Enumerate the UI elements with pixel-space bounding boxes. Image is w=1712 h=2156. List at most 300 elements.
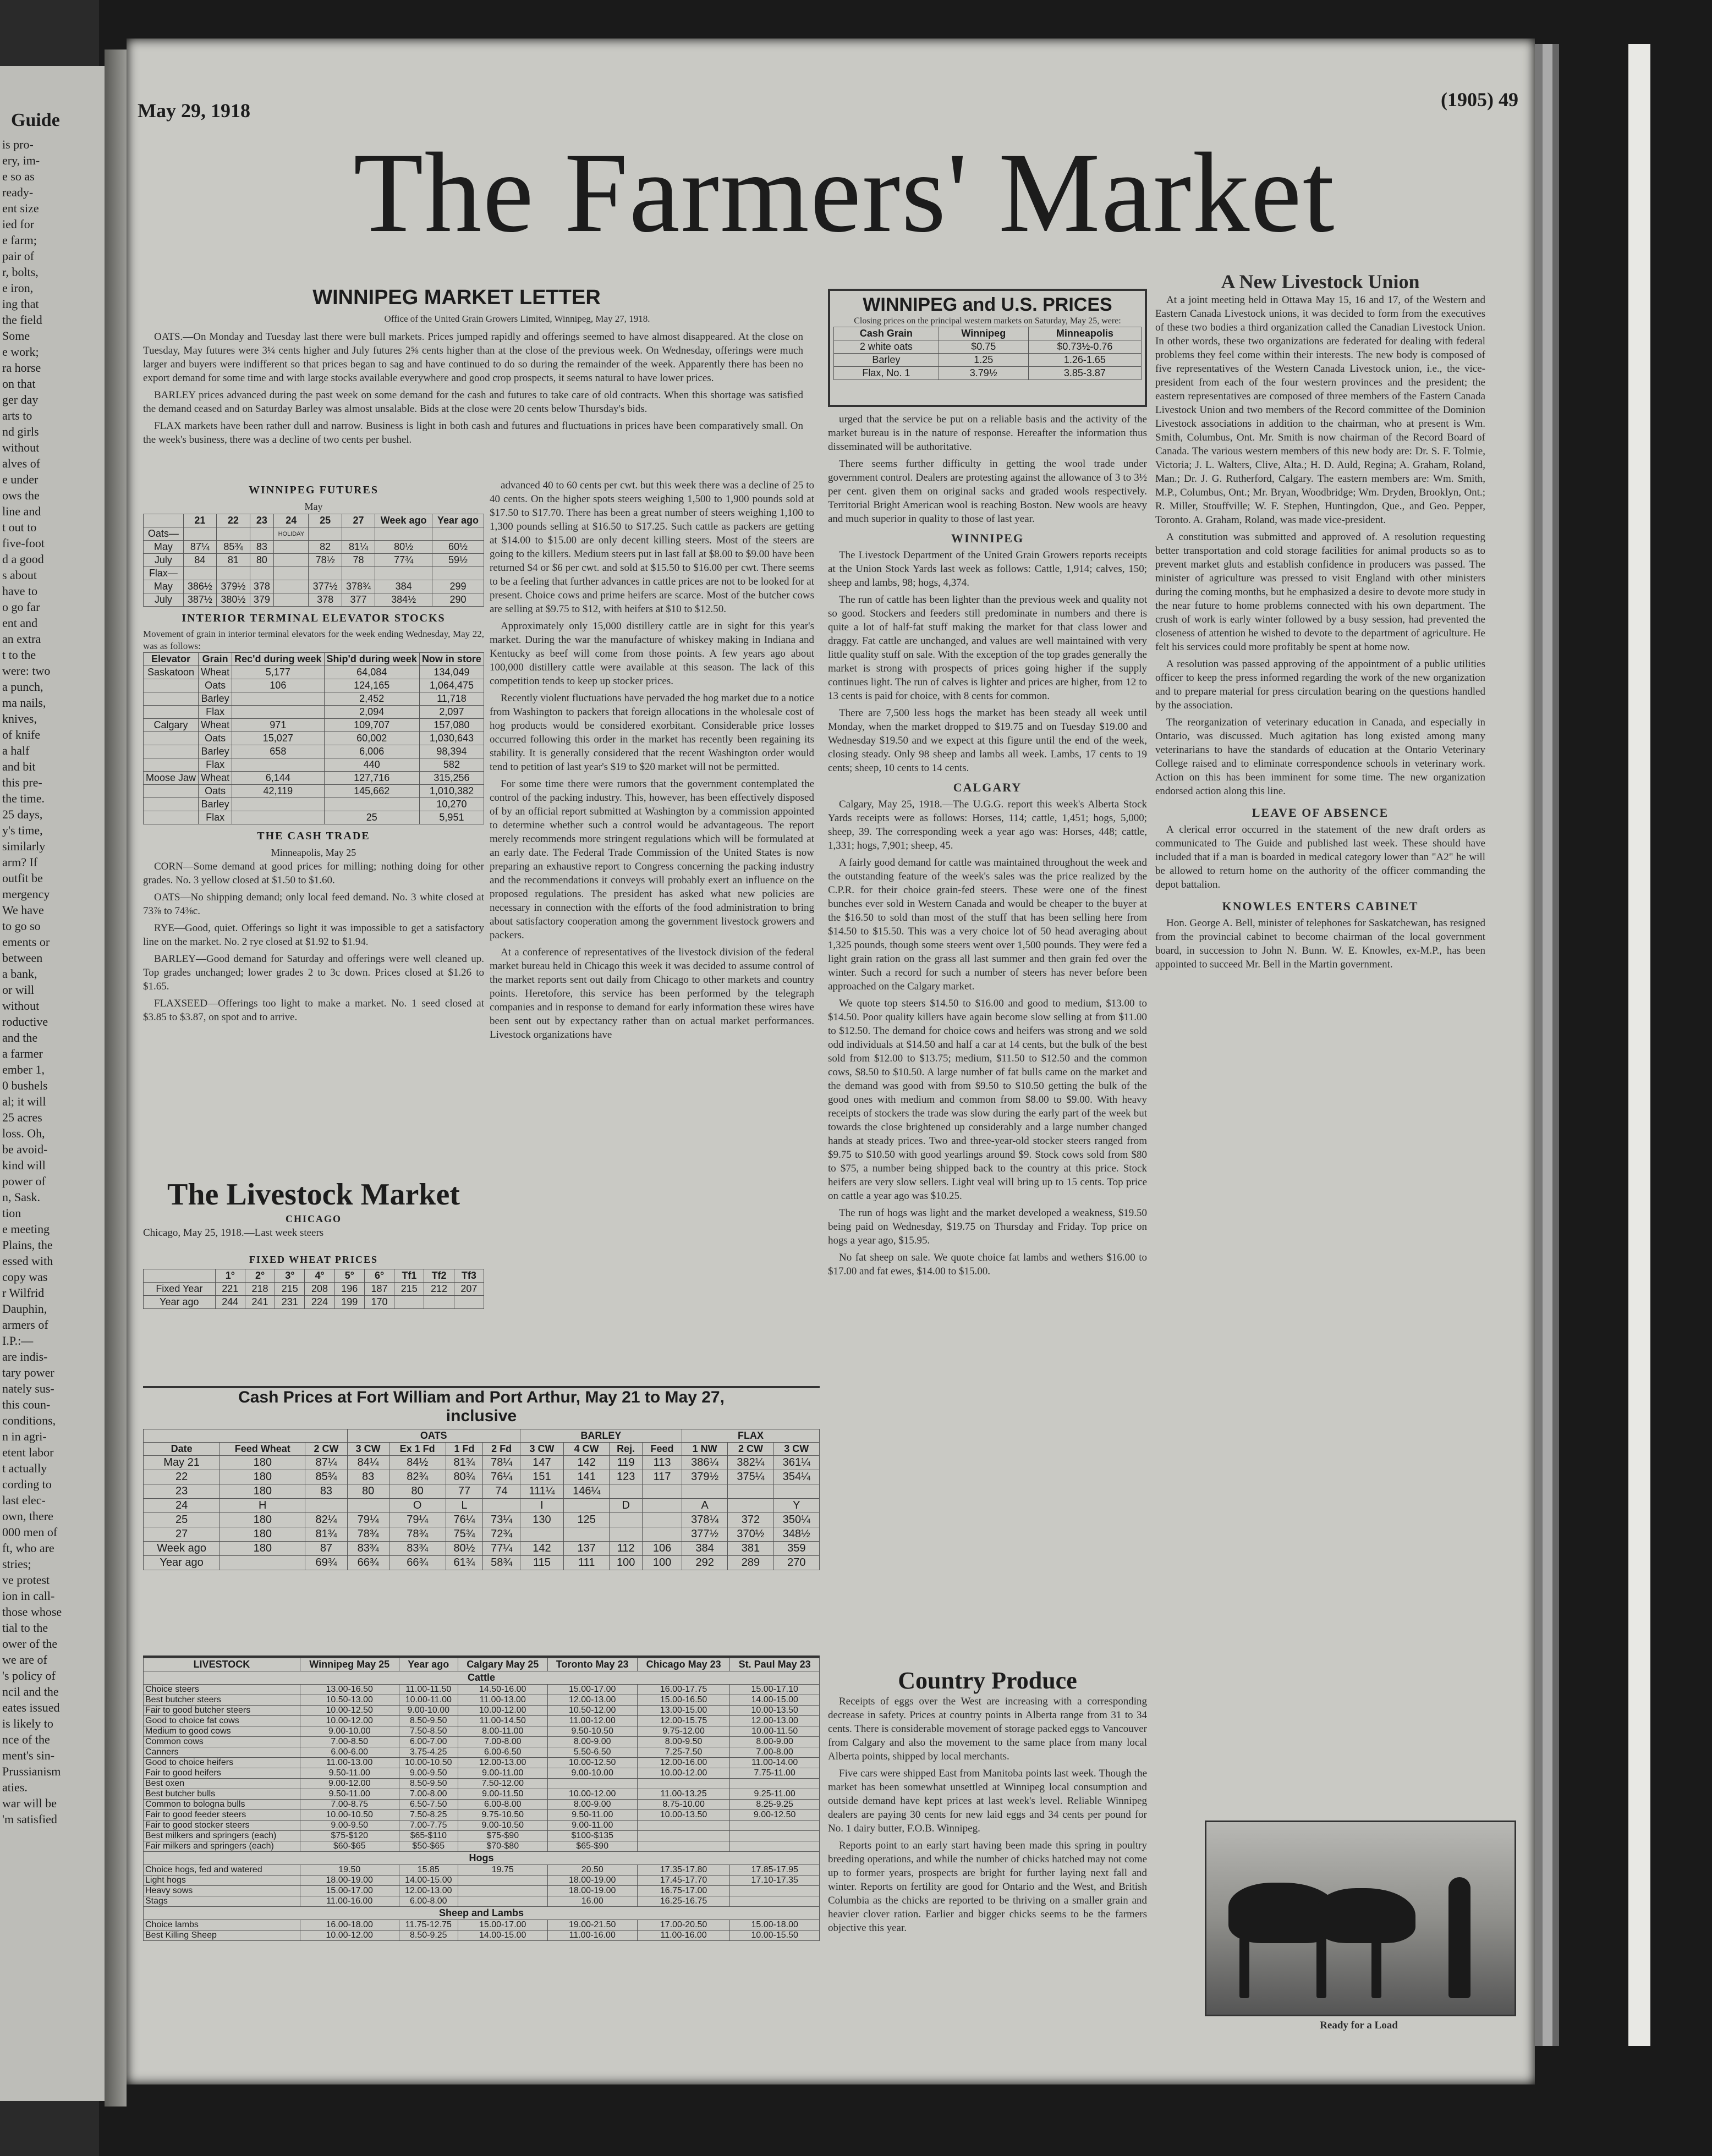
elevator-cell bbox=[144, 785, 199, 798]
livestock-cell: Common cows bbox=[144, 1737, 300, 1747]
elevator-row bbox=[144, 719, 484, 732]
elevator-cell bbox=[144, 692, 199, 706]
cash-prices-header: 2 Fd bbox=[483, 1443, 520, 1456]
fixed-wheat-cell: 170 bbox=[364, 1296, 394, 1309]
winnipeg-heading: WINNIPEG bbox=[951, 531, 1024, 545]
cash-prices-cell: 83¾ bbox=[347, 1542, 389, 1556]
livestock-cell bbox=[458, 1896, 547, 1907]
elevator-cell: 15,027 bbox=[232, 732, 324, 745]
livestock-cell: 15.00-17.00 bbox=[547, 1685, 637, 1695]
livestock-header: Calgary May 25 bbox=[458, 1658, 547, 1671]
market-letter-para-2: FLAX markets have been rather dull and narrow. Business is light in both cash and futures and fluctuations in prices have been comparatively small. On the week's business, there was a decline of two cents per bushel. bbox=[143, 420, 803, 446]
elevator-row bbox=[144, 785, 484, 798]
livestock-cell: 10.00-12.00 bbox=[300, 1716, 399, 1726]
futures-header bbox=[144, 514, 184, 527]
livestock-cell bbox=[637, 1779, 729, 1789]
cash-prices-cell: 80½ bbox=[446, 1542, 483, 1556]
livestock-cell: 17.45-17.70 bbox=[637, 1876, 729, 1886]
livestock-cell: 14.00-15.00 bbox=[458, 1931, 547, 1941]
left-page-line: Some bbox=[2, 329, 30, 343]
left-page-line: and bit bbox=[2, 760, 36, 773]
left-page-line: arm? If bbox=[2, 855, 38, 869]
elevator-cell: 2,452 bbox=[324, 692, 419, 706]
elevator-cell: Oats bbox=[199, 732, 232, 745]
futures-cell: 87¼ bbox=[183, 541, 216, 554]
futures-cell bbox=[342, 527, 375, 541]
cash-prices-cell: D bbox=[610, 1499, 643, 1513]
left-page-line: e so as bbox=[2, 169, 35, 183]
cash-prices-cell bbox=[728, 1499, 773, 1513]
futures-cell bbox=[432, 527, 484, 541]
cash-prices-header: 4 CW bbox=[564, 1443, 610, 1456]
livestock-cell: 9.00-10.00 bbox=[399, 1706, 458, 1716]
cash-prices-cell: 76¼ bbox=[483, 1470, 520, 1484]
cash-prices-cell bbox=[682, 1484, 728, 1499]
cash-prices-cell: 151 bbox=[520, 1470, 563, 1484]
fixed-wheat-header: Tf2 bbox=[424, 1269, 454, 1283]
livestock-cell: 9.00-9.50 bbox=[399, 1768, 458, 1779]
cash-prices-cell: 84½ bbox=[389, 1456, 446, 1470]
futures-header: Year ago bbox=[432, 514, 484, 527]
futures-cell: 81 bbox=[217, 554, 250, 567]
us-prices-cell: 2 white oats bbox=[834, 340, 939, 354]
elevator-title: INTERIOR TERMINAL ELEVATOR STOCKS bbox=[182, 612, 446, 624]
livestock-cell: 10.00-11.50 bbox=[730, 1726, 820, 1737]
livestock-cell: 10.00-12.00 bbox=[458, 1706, 547, 1716]
fixed-wheat-cell: 231 bbox=[275, 1296, 305, 1309]
elevator-cell: 42,119 bbox=[232, 785, 324, 798]
col3-top-para-0: urged that the service be put on a reliable basis and the activity of the market bureau is in the nature of response. Hereafter the information thus disseminated will be authoritative. bbox=[828, 414, 1147, 453]
livestock-cell: 7.00-8.00 bbox=[730, 1747, 820, 1758]
futures-cell: 386½ bbox=[183, 580, 216, 593]
futures-cell: 59½ bbox=[432, 554, 484, 567]
cash-prices-cell: 289 bbox=[728, 1556, 773, 1570]
livestock-cell: 18.00-19.00 bbox=[300, 1876, 399, 1886]
livestock-cell: $65-$90 bbox=[547, 1841, 637, 1852]
futures-row bbox=[144, 580, 484, 593]
livestock-cell: 6.00-6.50 bbox=[458, 1747, 547, 1758]
elevator-cell: 11,718 bbox=[419, 692, 484, 706]
cash-prices-table bbox=[143, 1429, 820, 1570]
livestock-cell: 7.00-8.00 bbox=[458, 1737, 547, 1747]
left-page-line: pair of bbox=[2, 249, 35, 263]
livestock-cell: 17.85-17.95 bbox=[730, 1865, 820, 1876]
elevator-cell: Moose Jaw bbox=[144, 772, 199, 785]
livestock-cell: 8.00-9.00 bbox=[730, 1737, 820, 1747]
elevator-cell bbox=[144, 706, 199, 719]
cash-prices-cell: 115 bbox=[520, 1556, 563, 1570]
futures-cell bbox=[217, 527, 250, 541]
left-page-line: this pre- bbox=[2, 776, 42, 789]
cash-prices-cell: 23 bbox=[144, 1484, 220, 1499]
livestock-cell: 10.00-15.50 bbox=[730, 1931, 820, 1941]
left-page-header: Guide bbox=[11, 110, 60, 130]
livestock-row bbox=[144, 1886, 820, 1896]
page-number: (1905) 49 bbox=[1441, 89, 1518, 111]
cash-prices-cell: 79¼ bbox=[389, 1513, 446, 1527]
livestock-cell: 9.50-11.00 bbox=[300, 1768, 399, 1779]
elevator-cell: 64,084 bbox=[324, 666, 419, 679]
us-prices-cell: 1.25 bbox=[939, 354, 1028, 367]
futures-cell: 299 bbox=[432, 580, 484, 593]
elevator-cell: 124,165 bbox=[324, 679, 419, 692]
livestock-header: St. Paul May 23 bbox=[730, 1658, 820, 1671]
union-title: A New Livestock Union bbox=[1221, 275, 1420, 293]
left-page-line: to go so bbox=[2, 919, 41, 933]
livestock-cell: $100-$135 bbox=[547, 1831, 637, 1841]
cash-prices-cell: 66¾ bbox=[347, 1556, 389, 1570]
elevator-cell: 582 bbox=[419, 758, 484, 772]
livestock-cell: $60-$65 bbox=[300, 1841, 399, 1852]
cash-prices-cell: 73¼ bbox=[483, 1513, 520, 1527]
elevator-cell: Barley bbox=[199, 798, 232, 811]
futures-cell bbox=[309, 567, 342, 580]
livestock-cell: 7.00-7.75 bbox=[399, 1821, 458, 1831]
livestock-cell: 9.00-10.00 bbox=[300, 1726, 399, 1737]
elevator-cell: Oats bbox=[199, 785, 232, 798]
calgary-para-2: We quote top steers $14.50 to $16.00 and good to medium, $13.00 to $14.50. Poor quality killers have again become slow selling at from $11.00 to $12.50. The demand for choice cows and heifers was strong and we sold odd individuals at $14.50 and half a car at 14 cents, but the bulk of the best sold from $12.00 to $13.75; medium, $11.50 to $12.50 and the common cows, $8.50 to $10.50. A large number of fat bulls came on the market and the demand was good with from $9.50 to $10.50 getting the bulk of the good ones with medium and common from $8.00 to $9.00. With heavy receipts of stockers the trade was slow during the early part of the week but towards the close brightened up considerably and a large number changed hands at steady prices. Two and three-year-old stocker steers ranged from $9.75 to $10.50 with good yearlings around $9. Stock cows sold from $80 to $75, a number being shipped back to the country at this price. Stock heifers are very slow sellers. Light veal will bring up to 15 cents. Top price on cattle a year ago was $10.25. bbox=[828, 998, 1147, 1202]
livestock-cell: $75-$90 bbox=[458, 1831, 547, 1841]
left-page-line: 25 days, bbox=[2, 807, 43, 821]
calgary-para-4: No fat sheep on sale. We quote choice fat lambs and wethers $16.00 to $17.00 and fat ewes, $14.00 to $15.00. bbox=[828, 1252, 1147, 1277]
cash-prices-header: Feed Wheat bbox=[220, 1443, 305, 1456]
livestock-cell: 8.50-9.25 bbox=[399, 1931, 458, 1941]
livestock-cell bbox=[458, 1876, 547, 1886]
livestock-cell: 9.00-11.00 bbox=[547, 1821, 637, 1831]
cash-prices-cell: 87 bbox=[305, 1542, 347, 1556]
cash-prices-cell bbox=[520, 1527, 563, 1542]
futures-cell: 379 bbox=[250, 593, 274, 607]
livestock-cell: 12.00-13.00 bbox=[547, 1695, 637, 1706]
left-page-line: ion in call- bbox=[2, 1589, 55, 1603]
cash-prices-cell: 141 bbox=[564, 1470, 610, 1484]
elevator-cell: 5,177 bbox=[232, 666, 324, 679]
livestock-cell: 10.00-11.00 bbox=[399, 1695, 458, 1706]
futures-cell: July bbox=[144, 554, 184, 567]
elevator-row bbox=[144, 706, 484, 719]
livestock-row bbox=[144, 1789, 820, 1800]
us-prices-box bbox=[828, 289, 1147, 407]
cash-prices-cell: 270 bbox=[773, 1556, 819, 1570]
livestock-para-0: advanced 40 to 60 cents per cwt. but this week there was a decline of 25 to 40 cents. On the higher spots steers weighing 1,500 to 1,900 pounds sold at $17.50 to $17.70. There has been a great number of steers weighing 1,100 to 1,300 pounds selling at $16.50 to $17.25. Such cattle as packers are getting at $14.00 to $15.00 are only decent killing steers. Most of the steers are going to the killers. Medium steers put in last fall at $8.00 to $9.00 have been returned $4 or $6 per cwt. and sold at $15.50 to $16.00 per cwt. There seems to be a feeling that further advances in cattle prices are not to be looked for at present. Choice cows and prime heifers are scarce. Most of the butcher cows are selling at $9.75 to $12, with heifers at $10 to $12.50. bbox=[490, 480, 814, 615]
market-letter-para-1: BARLEY prices advanced during the past week on some demand for the cash and futures to take care of old contracts. When this shortage was satisfied the demand ceased and on Saturday Barley was almost unsalable. Bids at the close were 20 cents below Thursday's bids. bbox=[143, 389, 803, 415]
cash-prices-row bbox=[144, 1513, 820, 1527]
cash-prices-cell: 81¾ bbox=[446, 1456, 483, 1470]
livestock-cell: 9.50-11.00 bbox=[547, 1810, 637, 1821]
left-page-line: of knife bbox=[2, 728, 41, 741]
livestock-cell: 15.00-16.50 bbox=[637, 1695, 729, 1706]
left-page-line: have to bbox=[2, 584, 38, 598]
left-page-line: own, there bbox=[2, 1509, 53, 1523]
cash-prices-cell: 72¾ bbox=[483, 1527, 520, 1542]
cash-prices-cell: H bbox=[220, 1499, 305, 1513]
fixed-wheat-cell bbox=[454, 1296, 484, 1309]
winnipeg-para-1: The run of cattle has been lighter than the previous week and quality not so good. Stockers and feeders still predominate in numbers and there is quite a lot of half-fat stuff making the market for that class lower and draggy. Fat cattle are unchanged, and values are well maintained with very little quality stuff on sale. With the exception of the top grades generally the market is strong with prospects of prices going higher if the supply continues light. The run of calves is lighter and prices are higher, from 12 to 13 cents is paid for choice, with 8 cents for common. bbox=[828, 594, 1147, 702]
livestock-cell: 7.50-8.25 bbox=[399, 1810, 458, 1821]
futures-cell: May bbox=[144, 580, 184, 593]
futures-cell: 384 bbox=[375, 580, 432, 593]
fixed-wheat-cell: 215 bbox=[275, 1283, 305, 1296]
left-page-line: Plains, the bbox=[2, 1238, 53, 1252]
cash-prices-cell: 69¾ bbox=[305, 1556, 347, 1570]
futures-cell: 85¾ bbox=[217, 541, 250, 554]
fixed-wheat-cell: 207 bbox=[454, 1283, 484, 1296]
fixed-wheat-cell: 224 bbox=[305, 1296, 334, 1309]
elevator-cell: Flax bbox=[199, 706, 232, 719]
cash-prices-cell bbox=[643, 1499, 682, 1513]
livestock-cell: 11.75-12.75 bbox=[399, 1920, 458, 1931]
futures-cell: 378 bbox=[250, 580, 274, 593]
cash-prices-cell bbox=[305, 1499, 347, 1513]
left-page-line: d a good bbox=[2, 552, 44, 566]
futures-row bbox=[144, 593, 484, 607]
livestock-cell bbox=[730, 1779, 820, 1789]
fixed-wheat-cell bbox=[424, 1296, 454, 1309]
market-letter-title: WINNIPEG MARKET LETTER bbox=[312, 286, 601, 309]
left-page-line: outfit be bbox=[2, 871, 43, 885]
futures-cell: 290 bbox=[432, 593, 484, 607]
cash-trade-body bbox=[143, 860, 484, 1024]
livestock-cell: 16.75-17.00 bbox=[637, 1886, 729, 1896]
market-letter-byline: Office of the United Grain Growers Limited, Winnipeg, May 27, 1918. bbox=[384, 314, 650, 324]
livestock-cell: 19.50 bbox=[300, 1865, 399, 1876]
cash-prices-cell: 119 bbox=[610, 1456, 643, 1470]
left-page-line: o go far bbox=[2, 600, 40, 614]
livestock-cell: 11.00-14.00 bbox=[730, 1758, 820, 1768]
futures-cell: 83 bbox=[250, 541, 274, 554]
livestock-table bbox=[143, 1658, 820, 1941]
livestock-row bbox=[144, 1706, 820, 1716]
livestock-cell: 7.75-11.00 bbox=[730, 1768, 820, 1779]
elevator-cell bbox=[232, 798, 324, 811]
cash-prices-cell: 76¼ bbox=[446, 1513, 483, 1527]
elevator-cell bbox=[232, 692, 324, 706]
livestock-para-2: Recently violent fluctuations have pervaded the hog market due to a notice from Washington to packers that foreign allocations in the wholesale cost of hog products would be considered exorbitant. Considerable price losses occurred following this order in the market has recently been regaining its stability. It is generally considered that the recent Washington order would tend to petition of last year's $19 to $20 market will not be permitted. bbox=[490, 692, 814, 773]
futures-cell bbox=[274, 567, 309, 580]
futures-row bbox=[144, 527, 484, 541]
left-page-line: 25 acres bbox=[2, 1110, 42, 1124]
cash-prices-cell: 384 bbox=[682, 1542, 728, 1556]
livestock-row bbox=[144, 1779, 820, 1789]
cash-prices-cell: 25 bbox=[144, 1513, 220, 1527]
livestock-header: Chicago May 23 bbox=[637, 1658, 729, 1671]
cash-prices-cell: 77¼ bbox=[483, 1542, 520, 1556]
futures-cell bbox=[250, 567, 274, 580]
futures-cell bbox=[250, 527, 274, 541]
left-page-line: ing that bbox=[2, 297, 39, 311]
fixed-wheat-cell: Fixed Year bbox=[144, 1283, 216, 1296]
livestock-cell: Fair to good butcher steers bbox=[144, 1706, 300, 1716]
left-page-line: conditions, bbox=[2, 1414, 56, 1427]
livestock-cell: Light hogs bbox=[144, 1876, 300, 1886]
cash-prices-cell: 377½ bbox=[682, 1527, 728, 1542]
left-page-line: without bbox=[2, 441, 40, 454]
futures-row bbox=[144, 554, 484, 567]
cash-prices-cell: 78¾ bbox=[389, 1527, 446, 1542]
left-page-line: is likely to bbox=[2, 1717, 53, 1730]
page-edge bbox=[1535, 44, 1543, 2046]
cash-prices-cell: 379½ bbox=[682, 1470, 728, 1484]
left-page-line: ve protest bbox=[2, 1573, 50, 1587]
elevator-row bbox=[144, 758, 484, 772]
cash-prices-cell: 83 bbox=[305, 1484, 347, 1499]
livestock-cell: 6.00-8.00 bbox=[458, 1800, 547, 1810]
futures-cell bbox=[274, 593, 309, 607]
cash-prices-cell: 82¼ bbox=[305, 1513, 347, 1527]
us-prices-header: Minneapolis bbox=[1028, 327, 1141, 340]
left-page-line: s about bbox=[2, 568, 37, 582]
knowles-title: KNOWLES ENTERS CABINET bbox=[1222, 899, 1419, 913]
union-para-3: The reorganization of veterinary education in Canada, and especially in Ontario, was discussed. Much agitation has long existed among many veterinarians to have the standards of education at the Ontario Veterinary College raised and to eliminate correspondence schools in veterinary work. Action on this has been imminent for some time. The new organization endorsed action along this line. bbox=[1155, 717, 1485, 797]
livestock-cell: 7.25-7.50 bbox=[637, 1747, 729, 1758]
livestock-header: Year ago bbox=[399, 1658, 458, 1671]
cash-prices-row bbox=[144, 1556, 820, 1570]
cash-prices-cell: 61¾ bbox=[446, 1556, 483, 1570]
cash-prices-header: Date bbox=[144, 1443, 220, 1456]
livestock-cell bbox=[730, 1821, 820, 1831]
elevator-cell: 10,270 bbox=[419, 798, 484, 811]
livestock-cell: Best butcher steers bbox=[144, 1695, 300, 1706]
elevator-row bbox=[144, 732, 484, 745]
cash-prices-cell: L bbox=[446, 1499, 483, 1513]
futures-table bbox=[143, 514, 484, 607]
livestock-dateline: Chicago, May 25, 1918.—Last week steers bbox=[143, 1227, 324, 1239]
fixed-wheat-header: 1° bbox=[215, 1269, 245, 1283]
elevator-cell bbox=[144, 758, 199, 772]
fixed-wheat-cell: 208 bbox=[305, 1283, 334, 1296]
left-page-line: nd girls bbox=[2, 425, 39, 438]
elevator-cell: Oats bbox=[199, 679, 232, 692]
futures-month: May bbox=[304, 501, 323, 512]
left-page-line: Dauphin, bbox=[2, 1302, 47, 1316]
livestock-cell: Common to bologna bulls bbox=[144, 1800, 300, 1810]
livestock-cell: 10.00-12.00 bbox=[637, 1768, 729, 1779]
elevator-header: Grain bbox=[199, 653, 232, 666]
cash-prices-cell: 83¾ bbox=[389, 1542, 446, 1556]
livestock-cell bbox=[637, 1841, 729, 1852]
livestock-cell: 8.50-9.50 bbox=[399, 1716, 458, 1726]
cash-prices-cell: A bbox=[682, 1499, 728, 1513]
left-page-line: last elec- bbox=[2, 1493, 46, 1507]
left-page-line: tion bbox=[2, 1206, 21, 1220]
left-page-line: without bbox=[2, 999, 40, 1013]
elevator-cell: 2,094 bbox=[324, 706, 419, 719]
cash-trade-title: THE CASH TRADE bbox=[257, 830, 370, 842]
livestock-cell: Fair to good feeder steers bbox=[144, 1810, 300, 1821]
futures-cell bbox=[375, 567, 432, 580]
cash-trade-para-0: CORN—Some demand at good prices for milling; nothing doing for other grades. No. 3 yellow closed at $1.50 to $1.60. bbox=[143, 861, 484, 886]
futures-cell: 82 bbox=[309, 541, 342, 554]
cash-prices-header: 3 CW bbox=[773, 1443, 819, 1456]
livestock-cell: 9.00-12.00 bbox=[300, 1779, 399, 1789]
livestock-cell bbox=[730, 1831, 820, 1841]
livestock-cell: Best butcher bulls bbox=[144, 1789, 300, 1800]
livestock-cell: 9.00-11.50 bbox=[458, 1789, 547, 1800]
cash-trade-para-4: FLAXSEED—Offerings too light to make a market. No. 1 seed closed at $3.85 to $3.87, on spot and to arrive. bbox=[143, 998, 484, 1023]
elevator-cell: 315,256 bbox=[419, 772, 484, 785]
horses-photo bbox=[1205, 1821, 1516, 2016]
elevator-cell: 1,030,643 bbox=[419, 732, 484, 745]
cash-prices-cell: 82¾ bbox=[389, 1470, 446, 1484]
cash-prices-cell bbox=[728, 1484, 773, 1499]
cash-prices-cell: 27 bbox=[144, 1527, 220, 1542]
futures-cell bbox=[432, 567, 484, 580]
livestock-cell: 20.50 bbox=[547, 1865, 637, 1876]
livestock-cell: 18.00-19.00 bbox=[547, 1886, 637, 1896]
country-produce-body bbox=[828, 1695, 1147, 1935]
livestock-cell: Choice steers bbox=[144, 1685, 300, 1695]
livestock-cell: 14.50-16.00 bbox=[458, 1685, 547, 1695]
elevator-cell bbox=[232, 811, 324, 824]
livestock-section: Hogs bbox=[144, 1852, 820, 1865]
cash-prices-cell bbox=[610, 1527, 643, 1542]
elevator-cell: 5,951 bbox=[419, 811, 484, 824]
elevator-cell bbox=[232, 706, 324, 719]
futures-cell: Flax— bbox=[144, 567, 184, 580]
cash-prices-cell: 24 bbox=[144, 1499, 220, 1513]
cash-prices-cell: 361¼ bbox=[773, 1456, 819, 1470]
futures-cell bbox=[274, 580, 309, 593]
elevator-cell: Barley bbox=[199, 745, 232, 758]
livestock-cell: 19.00-21.50 bbox=[547, 1920, 637, 1931]
livestock-cell: 10.00-12.50 bbox=[547, 1758, 637, 1768]
left-page-line: e under bbox=[2, 472, 39, 486]
livestock-cell: 10.00-12.00 bbox=[547, 1789, 637, 1800]
left-page-line: a farmer bbox=[2, 1047, 43, 1060]
country-produce-title: Country Produce bbox=[898, 1667, 1077, 1694]
futures-cell: 384½ bbox=[375, 593, 432, 607]
union-para-0: At a joint meeting held in Ottawa May 15, 16 and 17, of the Western and Eastern Canada Livestock unions, it was decided to form from the executives of these two bodies a third organization called the Canadian Livestock Union. In other words, these two organizations are federated for dealing with federal problems they feel come within their interests. The new body is composed of five representatives of the Western Canada Livestock union, i.e., the vice-president from each of the four western provinces and the president; the eastern representatives are composed of three members of the Eastern Canada Livestock Union and two members of the Record committee of the Dominion Livestock associations in addition to the chairman, who at present is Wm. Smith, Columbus, Ont. Mr. Smith is now chairman of the Record Board of Canada. The various western members of this new body are: Dr. S. F. Tolmie, Victoria; J. L. Walters, Clive, Alta.; H. D. Auld, Regina; A. Graham, Roland, Man.; Dr. J. G. Rutherford, Calgary. The eastern members are: Wm. Smith, M.P., Columbus, Ont.; Mr. Bryan, Woodbridge; Wm. Dryden, Brooklyn, Ont.; R. Miller, Stouffville; W. F. Stephen, Huntingdon, Que., and Geo. Pepper, Toronto. A. Graham, Roland, was made vice-president. bbox=[1155, 294, 1485, 526]
left-page-line: a bank, bbox=[2, 967, 37, 981]
livestock-cell: 9.00-10.00 bbox=[547, 1768, 637, 1779]
calgary-para-3: The run of hogs was light and the market developed a weakness, $19.50 being paid on Wednesday, $19.75 on Thursday and Friday. Top price on hogs a year ago, $15.95. bbox=[828, 1207, 1147, 1246]
livestock-cell: 14.00-15.00 bbox=[399, 1876, 458, 1886]
country-produce-para-2: Reports point to an early start having been made this spring in poultry breeding operations, and while the number of chicks hatched may not come up to former years, prospects are bright for further laying next fall and winter. Reports on fertility are good for Ontario and the West, and British Columbia as the chicks are reported to be thriving on a smaller grain and heavier clover ration. Earlier and bigger chicks seems to be the farmers objective this year. bbox=[828, 1840, 1147, 1934]
column-1 bbox=[143, 479, 484, 1265]
left-page-line: alves of bbox=[2, 457, 41, 470]
us-prices-row bbox=[834, 340, 1142, 354]
elevator-cell bbox=[144, 811, 199, 824]
livestock-cell: 7.50-12.00 bbox=[458, 1779, 547, 1789]
livestock-cell: 7.00-8.75 bbox=[300, 1800, 399, 1810]
futures-holiday: HOLIDAY bbox=[274, 527, 309, 541]
leave-body: A clerical error occurred in the statement of the new draft orders as communicated to The Guide and published last week. These should have included that if a man is boarded in medical category lower than "A2" he will be allowed to return home on the authority of the officer commanding the depot battalion. bbox=[1155, 824, 1485, 890]
livestock-cell: 9.50-11.00 bbox=[300, 1789, 399, 1800]
us-prices-row bbox=[834, 367, 1142, 380]
cash-prices-cell: Y bbox=[773, 1499, 819, 1513]
elevator-cell: Barley bbox=[199, 692, 232, 706]
elevator-header: Rec'd during week bbox=[232, 653, 324, 666]
us-prices-cell: 3.85-3.87 bbox=[1028, 367, 1141, 380]
livestock-cell: 10.00-10.50 bbox=[300, 1810, 399, 1821]
livestock-cell: Best oxen bbox=[144, 1779, 300, 1789]
futures-cell: July bbox=[144, 593, 184, 607]
livestock-row bbox=[144, 1810, 820, 1821]
column-2 bbox=[490, 479, 814, 1375]
left-page-line: a half bbox=[2, 744, 30, 757]
cash-prices-cell: 79¼ bbox=[347, 1513, 389, 1527]
cash-prices-cell: 77 bbox=[446, 1484, 483, 1499]
livestock-cell: Canners bbox=[144, 1747, 300, 1758]
livestock-header: LIVESTOCK bbox=[144, 1658, 300, 1671]
elevator-row bbox=[144, 745, 484, 758]
left-page-line: an extra bbox=[2, 632, 41, 646]
futures-row bbox=[144, 541, 484, 554]
left-page-line: ncil and the bbox=[2, 1685, 59, 1698]
cash-prices-cell: 75¾ bbox=[446, 1527, 483, 1542]
column-4 bbox=[1155, 275, 1485, 1678]
photo-caption: Ready for a Load bbox=[1320, 2020, 1398, 2031]
